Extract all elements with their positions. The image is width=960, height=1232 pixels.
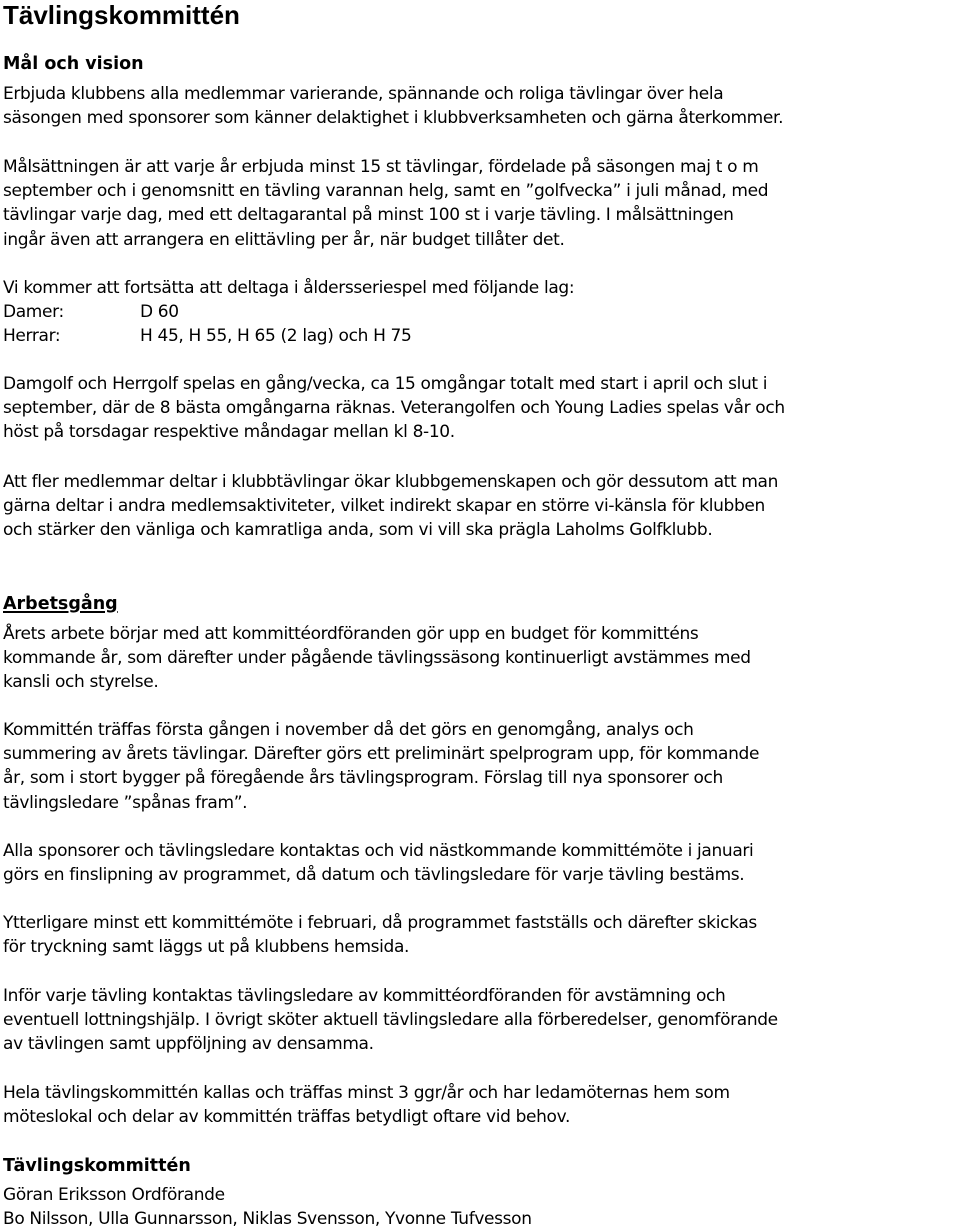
member-line: Göran Eriksson Ordförande	[3, 1185, 225, 1205]
team-label: Herrar:	[3, 326, 61, 347]
text-line: Målsättningen är att varje år erbjuda minst 15 st tävlingar, fördelade på säsongen maj t o m	[3, 157, 759, 177]
process-paragraph-january	[3, 839, 957, 887]
vision-paragraph	[3, 82, 957, 130]
team-value: D 60	[140, 302, 179, 323]
text-line: år, som i stort bygger på föregående års tävlingsprogram. Förslag till nya sponsorer och	[3, 768, 723, 789]
process-paragraph-november	[3, 718, 957, 815]
text-line: för tryckning samt läggs ut på klubbens hemsida.	[3, 937, 410, 958]
text-line: september och i genomsnitt en tävling varannan helg, samt en ”golfvecka” i juli månad, med	[3, 181, 769, 202]
text-line: kommande år, som därefter under pågående tävlingssäsong kontinuerligt avstämmes med	[3, 648, 751, 669]
text-line: görs en finslipning av programmet, då datum och tävlingsledare för varje tävling bestäms.	[3, 865, 745, 886]
text-line: Alla sponsorer och tävlingsledare kontaktas och vid nästkommande kommittémöte i januari	[3, 841, 754, 861]
text-line: Ytterligare minst ett kommittémöte i februari, då programmet fastställs och därefter skickas	[3, 913, 757, 933]
process-paragraph-competition	[3, 984, 957, 1057]
team-value: H 45, H 55, H 65 (2 lag) och H 75	[140, 326, 412, 347]
process-paragraph-meetings	[3, 1081, 957, 1129]
team-row-women	[3, 300, 957, 324]
text-line: Hela tävlingskommittén kallas och träffas minst 3 ggr/år och har ledamöternas hem som	[3, 1083, 730, 1103]
text-line: tävlingar varje dag, med ett deltagarantal på minst 100 st i varje tävling. I målsättningen	[3, 205, 734, 226]
text-line: säsongen med sponsorer som känner delaktighet i klubbverksamheten och gärna återkommer.	[3, 108, 784, 129]
section-heading-process: Arbetsgång	[3, 594, 118, 614]
section-heading-goals: Mål och vision	[3, 54, 144, 74]
series-paragraph	[3, 276, 957, 349]
text-line: Damgolf och Herrgolf spelas en gång/vecka, ca 15 omgångar totalt med start i april och slut i	[3, 374, 768, 394]
text-line: Årets arbete börjar med att kommittéordföranden gör upp en budget för kommitténs	[3, 624, 699, 644]
weekly-golf-paragraph	[3, 372, 957, 445]
target-paragraph	[3, 155, 957, 252]
text-line: gärna deltar i andra medlemsaktiviteter, vilket indirekt skapar en större vi-känsla för klubben	[3, 496, 765, 517]
page-title: Tävlingskommittén	[3, 0, 240, 30]
section-heading-members: Tävlingskommittén	[3, 1156, 191, 1176]
text-line: summering av årets tävlingar. Därefter görs ett preliminärt spelprogram upp, för kommande	[3, 744, 760, 765]
text-line: Erbjuda klubbens alla medlemmar varierande, spännande och roliga tävlingar över hela	[3, 84, 724, 104]
text-line: höst på torsdagar respektive måndagar mellan kl 8-10.	[3, 422, 455, 443]
text-line: Att fler medlemmar deltar i klubbtävlingar ökar klubbgemenskapen och gör dessutom att man	[3, 472, 779, 492]
text-line: september, där de 8 bästa omgångarna räknas. Veterangolfen och Young Ladies spelas vår och	[3, 398, 785, 419]
series-intro: Vi kommer att fortsätta att deltaga i åldersseriespel med följande lag:	[3, 278, 575, 298]
text-line: av tävlingen samt uppföljning av densamma.	[3, 1034, 374, 1055]
text-line: Inför varje tävling kontaktas tävlingsledare av kommittéordföranden för avstämning och	[3, 986, 726, 1006]
text-line: tävlingsledare ”spånas fram”.	[3, 792, 248, 813]
member-line: Bo Nilsson, Ulla Gunnarsson, Niklas Svensson, Yvonne Tufvesson	[3, 1209, 532, 1230]
text-line: Kommittén träffas första gången i november då det görs en genomgång, analys och	[3, 720, 694, 740]
text-line: kansli och styrelse.	[3, 672, 159, 693]
text-line: och stärker den vänliga och kamratliga anda, som vi vill ska prägla Laholms Golfklubb.	[3, 520, 713, 541]
process-paragraph-february	[3, 911, 957, 959]
text-line: möteslokal och delar av kommittén träffas betydligt oftare vid behov.	[3, 1107, 571, 1128]
members-list	[3, 1183, 957, 1231]
process-paragraph-budget	[3, 622, 957, 695]
text-line: eventuell lottningshjälp. I övrigt sköter aktuell tävlingsledare alla förberedelser, genomförande	[3, 1010, 778, 1031]
community-paragraph	[3, 470, 957, 543]
text-line: ingår även att arrangera en elittävling per år, när budget tillåter det.	[3, 229, 565, 250]
team-label: Damer:	[3, 302, 64, 323]
team-row-men	[3, 324, 957, 348]
